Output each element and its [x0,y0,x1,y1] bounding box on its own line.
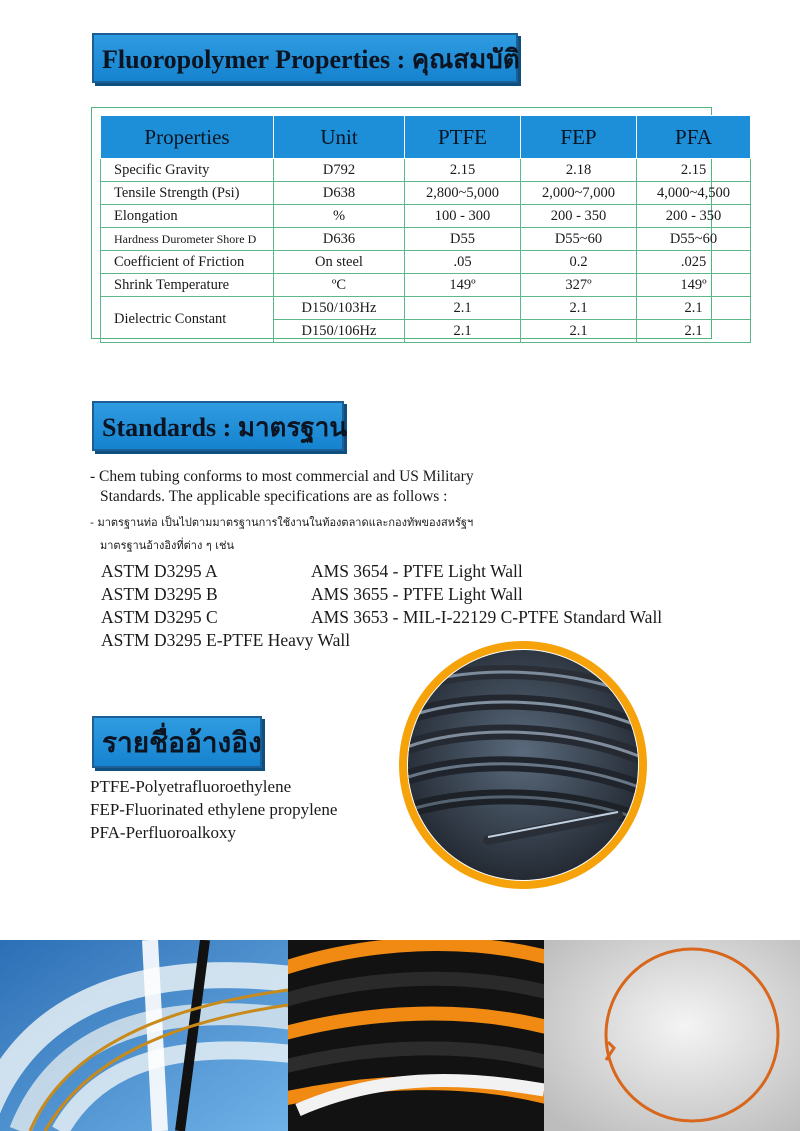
tube-coil-photo [398,640,648,890]
cell-property: Shrink Temperature [101,274,274,297]
cell-fep: 2.18 [521,159,637,182]
cell-pfa: 2.1 [637,297,751,320]
cell-property: Dielectric Constant [101,297,274,343]
spec-astm-e: ASTM D3295 E-PTFE Heavy Wall [101,630,351,650]
cell-fep: 2.1 [521,320,637,343]
cell-property: Specific Gravity [101,159,274,182]
cell-unit: D150/103Hz [274,297,405,320]
spec-astm-a: ASTM D3295 A [101,561,218,581]
cell-ptfe: 2,800~5,000 [405,182,521,205]
cell-pfa: D55~60 [637,228,751,251]
cell-fep: 327º [521,274,637,297]
properties-table-frame [91,107,731,339]
header-ptfe: PTFE [405,116,521,159]
standards-thai-line2: มาตรฐานอ้างอิงที่ต่าง ๆ เช่น [100,539,234,552]
table-row [101,274,751,297]
reference-fep: FEP-Fluorinated ethylene propylene [90,800,338,819]
translucent-tubes-photo [0,940,288,1131]
references-title: รายชื่ออ้างอิง [102,728,262,759]
cell-fep: 2.1 [521,297,637,320]
cell-property: Tensile Strength (Psi) [101,182,274,205]
header-unit: Unit [274,116,405,159]
standards-english-line2: Standards. The applicable specifications are as follows : [100,488,448,505]
standards-title: Standards : มาตรฐาน [102,413,348,442]
cell-property: Elongation [101,205,274,228]
header-fep: FEP [521,116,637,159]
spec-ams-3655: AMS 3655 - PTFE Light Wall [311,584,523,604]
table-row [101,228,751,251]
spec-astm-b: ASTM D3295 B [101,584,218,604]
header-properties: Properties [101,116,274,159]
cell-ptfe: D55 [405,228,521,251]
cell-fep: 0.2 [521,251,637,274]
cell-property: Coefficient of Friction [101,251,274,274]
cell-unit: D792 [274,159,405,182]
cell-pfa: 2.1 [637,320,751,343]
standards-thai-line1: - มาตรฐานท่อ เป็นไปตามมาตรฐานการใช้งานในท้องตลาดและกองทัพของสหรัฐฯ [90,516,474,529]
reference-ptfe: PTFE-Polyetrafluoroethylene [90,777,292,796]
cell-pfa: 4,000~4,500 [637,182,751,205]
table-row [101,251,751,274]
table-header-row [101,116,751,159]
table-row [101,297,751,320]
cell-ptfe: 2.15 [405,159,521,182]
cell-ptfe: .05 [405,251,521,274]
cell-pfa: 200 - 350 [637,205,751,228]
table-row [101,205,751,228]
cell-ptfe: 2.1 [405,320,521,343]
cell-unit: On steel [274,251,405,274]
properties-title: Fluoropolymer Properties : คุณสมบัติ [102,45,520,74]
cell-unit: ºC [274,274,405,297]
properties-title-banner [92,33,518,83]
cell-unit: D636 [274,228,405,251]
cell-pfa: .025 [637,251,751,274]
spec-ams-3653: AMS 3653 - MIL-I-22129 C-PTFE Standard Wall [311,607,663,627]
cell-ptfe: 2.1 [405,297,521,320]
cell-fep: D55~60 [521,228,637,251]
spec-astm-c: ASTM D3295 C [101,607,218,627]
cell-ptfe: 100 - 300 [405,205,521,228]
standards-english-line1: - Chem tubing conforms to most commercial and US Military [90,468,474,485]
table-row [101,182,751,205]
cell-fep: 200 - 350 [521,205,637,228]
cell-unit: D638 [274,182,405,205]
cell-unit: D150/106Hz [274,320,405,343]
standards-title-banner [92,401,348,451]
cell-property: Hardness Durometer Shore D [101,228,274,251]
cell-unit: % [274,205,405,228]
cell-ptfe: 149º [405,274,521,297]
references-title-banner [92,716,262,768]
cell-pfa: 2.15 [637,159,751,182]
black-orange-tubes-photo [288,940,544,1131]
properties-table [100,115,751,343]
cell-pfa: 149º [637,274,751,297]
reference-pfa: PFA-Perfluoroalkoxy [90,823,237,842]
table-row [101,159,751,182]
spec-ams-3654: AMS 3654 - PTFE Light Wall [311,561,523,581]
orange-ring-tube-photo [544,940,800,1131]
cell-fep: 2,000~7,000 [521,182,637,205]
header-pfa: PFA [637,116,751,159]
